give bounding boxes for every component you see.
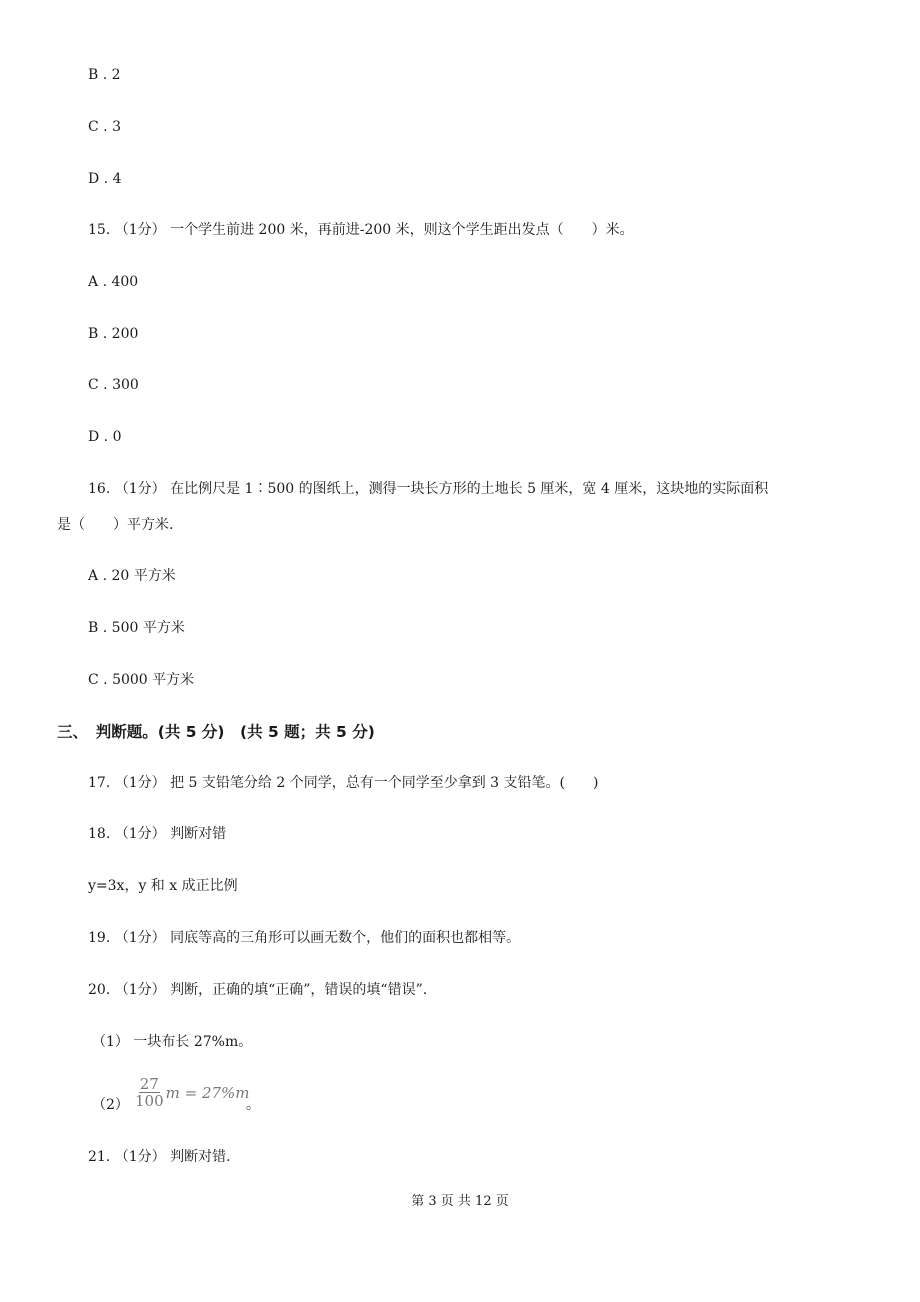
question-16-continued: 是（ ）平方米. <box>57 517 174 533</box>
question-20-item-1: （1） 一块布长 27%m。 <box>92 1034 253 1050</box>
question-20 <box>88 981 427 999</box>
question-20-item-2-tail: 。 <box>246 1097 260 1113</box>
question-20-item-2-label: （2） <box>92 1097 129 1113</box>
question-number: 15. <box>88 222 111 238</box>
question-text: 同底等高的三角形可以画无数个，他们的面积也都相等。 <box>170 930 521 946</box>
question-text: 把 5 支铅笔分给 2 个同学，总有一个同学至少拿到 3 支铅笔。( ) <box>170 775 599 791</box>
question-16 <box>88 480 768 498</box>
question-18-statement: y=3x，y 和 x 成正比例 <box>88 878 238 894</box>
question-number: 21. <box>88 1149 111 1165</box>
page-footer: 第 3 页 共 12 页 <box>411 1194 509 1209</box>
question-score: （1分） <box>114 930 166 946</box>
question-number: 20. <box>88 982 111 998</box>
q16-option-c: C . 5000 平方米 <box>88 672 195 688</box>
question-number: 16. <box>88 481 111 497</box>
fraction: $\frac{27}{100}$ <box>135 1075 164 1110</box>
question-17 <box>88 774 598 792</box>
q15-option-d: D . 0 <box>88 429 122 445</box>
question-score: （1分） <box>114 481 166 497</box>
question-text: 在比例尺是 1∶500 的图纸上，测得一块长方形的土地长 5 厘米，宽 4 厘米，这块地的实际面积 <box>170 481 769 497</box>
q15-option-a: A . 400 <box>88 274 139 290</box>
question-number: 18. <box>88 826 111 842</box>
question-score: （1分） <box>114 222 166 238</box>
q14-option-d: D . 4 <box>88 171 122 187</box>
question-text: 判断对错. <box>170 1149 231 1165</box>
question-15 <box>88 221 634 239</box>
question-21 <box>88 1148 231 1166</box>
q16-option-a: A . 20 平方米 <box>88 568 176 584</box>
section-title: 三、 判断题。(共 5 分) (共 5 题；共 5 分) <box>57 723 375 741</box>
question-score: （1分） <box>114 826 166 842</box>
question-text: 一个学生前进 200 米，再前进-200 米，则这个学生距出发点（ ）米。 <box>170 222 634 238</box>
q15-option-b: B . 200 <box>88 326 139 342</box>
question-text: 判断对错 <box>170 826 227 842</box>
q14-option-c: C . 3 <box>88 119 121 135</box>
q14-option-b: B . 2 <box>88 67 121 83</box>
question-score: （1分） <box>114 1149 166 1165</box>
q15-option-c: C . 300 <box>88 377 139 393</box>
question-number: 19. <box>88 930 111 946</box>
question-19 <box>88 929 520 947</box>
question-score: （1分） <box>114 982 166 998</box>
q16-option-b: B . 500 平方米 <box>88 620 185 636</box>
question-score: （1分） <box>114 775 166 791</box>
question-18 <box>88 825 226 843</box>
question-number: 17. <box>88 775 111 791</box>
formula-image: $\frac{27}{100}$ m = 27%m <box>135 1075 250 1110</box>
question-text: 判断，正确的填“正确”，错误的填“错误”. <box>170 982 428 998</box>
